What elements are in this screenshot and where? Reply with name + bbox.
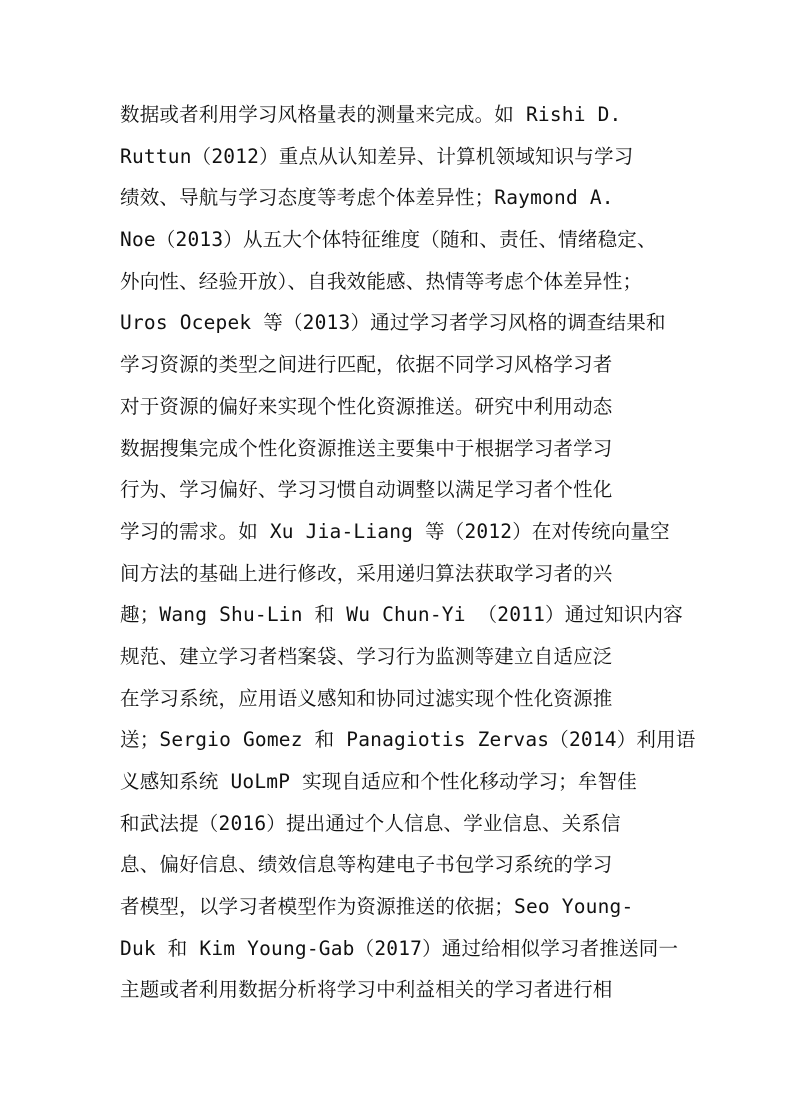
text-line: 送；Sergio Gomez 和 Panagiotis Zervas（2014）利用语 [120,728,696,752]
text-line: 绩效、导航与学习态度等考虑个体差异性；Raymond A. [120,186,614,210]
text-line: 学习资源的类型之间进行匹配，依据不同学习风格学习者 [120,353,613,377]
body-paragraph [120,94,696,1011]
text-line: 和武法提（2016）提出通过个人信息、学业信息、关系信 [120,811,621,835]
text-line: Noe（2013）从五大个体特征维度（随和、责任、情绪稳定、 [120,228,657,252]
text-line: Duk 和 Kim Young-Gab（2017）通过给相似学习者推送同一 [120,936,679,960]
text-line: 义感知系统 UoLmP 实现自适应和个性化移动学习；牟智佳 [120,770,637,793]
text-line: Uros Ocepek 等（2013）通过学习者学习风格的调查结果和 [120,311,666,335]
text-line: 规范、建立学习者档案袋、学习行为监测等建立自适应泛 [120,644,613,668]
text-line: 外向性、经验开放）、自我效能感、热情等考虑个体差异性； [120,269,643,293]
text-line: 在学习系统，应用语义感知和协同过滤实现个性化资源推 [120,686,613,710]
text-line: 间方法的基础上进行修改，采用递归算法获取学习者的兴 [120,561,613,585]
text-line: 数据或者利用学习风格量表的测量来完成。如 Rishi D. [120,103,622,126]
text-line: Ruttun（2012）重点从认知差异、计算机领域知识与学习 [120,144,634,168]
text-line: 行为、学习偏好、学习习惯自动调整以满足学习者个性化 [120,478,613,502]
text-line: 主题或者利用数据分析将学习中利益相关的学习者进行相 [120,978,613,1002]
text-line: 数据搜集完成个性化资源推送主要集中于根据学习者学习 [120,436,613,460]
text-line: 者模型，以学习者模型作为资源推送的依据；Seo Young- [120,895,634,919]
text-line: 息、偏好信息、绩效信息等构建电子书包学习系统的学习 [120,853,613,877]
text-line: 趣；Wang Shu-Lin 和 Wu Chun-Yi （2011）通过知识内容 [120,603,683,627]
text-line: 学习的需求。如 Xu Jia-Liang 等（2012）在对传统向量空 [120,519,670,543]
text-line: 对于资源的偏好来实现个性化资源推送。研究中利用动态 [120,394,613,418]
